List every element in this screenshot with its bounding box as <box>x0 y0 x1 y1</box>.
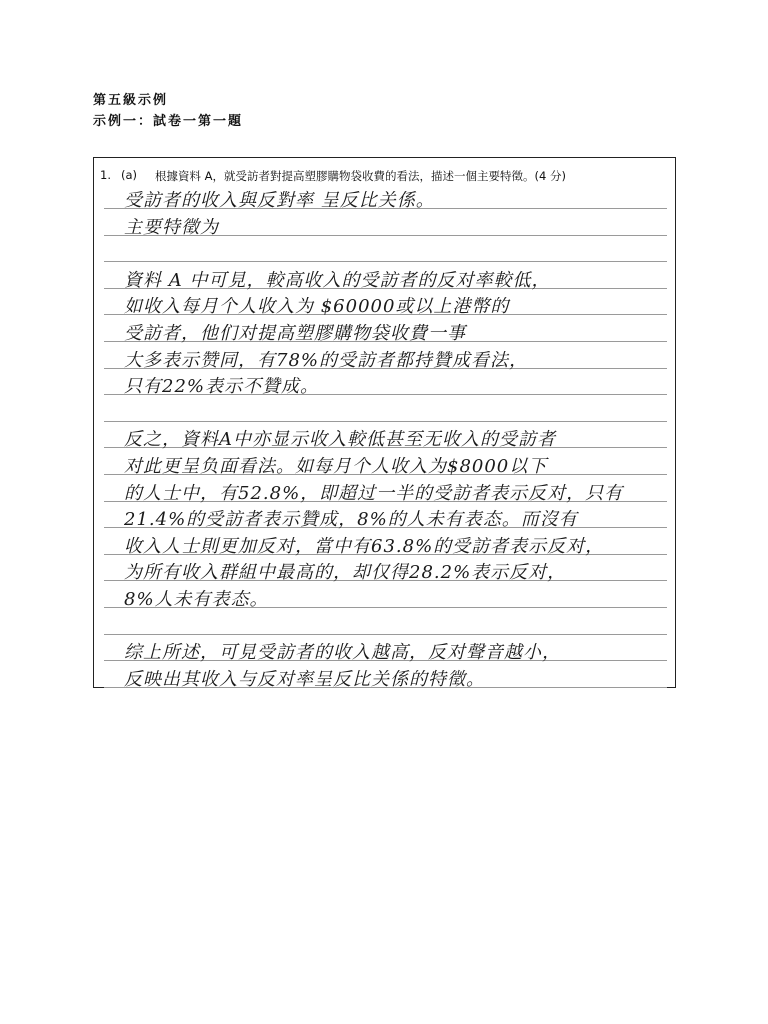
sample-title: 示例一：試卷一第一題 <box>93 114 244 129</box>
question-part: (a) <box>120 168 138 182</box>
answer-line: 收入人士則更加反对，當中有63.8%的受訪者表示反对， <box>124 535 605 557</box>
answer-line: 主要特徵为 <box>124 216 219 238</box>
level-title: 第五級示例 <box>93 93 169 108</box>
answer-line: 对此更呈负面看法。如每月个人收入为$8000以下 <box>124 456 548 477</box>
answer-line: 反之，資料A中亦显示收入較低甚至无收入的受訪者 <box>124 429 556 451</box>
answer-line: 只有22%表示不贊成。 <box>124 376 320 398</box>
answer-line: 資料 A 中可見，較高收入的受訪者的反对率較低， <box>124 269 551 291</box>
answer-sheet <box>93 157 676 688</box>
answer-line: 综上所述，可見受訪者的收入越高，反对聲音越小， <box>124 642 561 664</box>
question-text: 根據資料 A，就受訪者對提高塑膠購物袋收費的看法，描述一個主要特徵。(4 分) <box>155 169 566 183</box>
question-number: 1. <box>100 168 111 182</box>
answer-line: 21.4%的受訪者表示贊成，8%的人未有表态。而沒有 <box>124 509 578 531</box>
answer-line: 8%人未有表态。 <box>124 589 269 610</box>
ruled-line <box>104 421 667 422</box>
ruled-line <box>104 634 667 635</box>
ruled-line <box>104 261 667 262</box>
answer-line: 受訪者，他们对提高塑膠購物袋收費一事 <box>124 323 466 344</box>
question-prompt <box>100 168 566 184</box>
answer-line: 的人士中，有52.8%，即超过一半的受訪者表示反对，只有 <box>124 482 624 504</box>
answer-line: 大多表示赞同，有78%的受訪者都持贊成看法， <box>124 349 529 371</box>
answer-line: 为所有收入群組中最高的，却仅得28.2%表示反对， <box>124 562 567 584</box>
answer-line: 反映出其收入与反对率呈反比关係的特徵。 <box>124 668 485 690</box>
answer-line: 如收入每月个人收入为 $60000或以上港幣的 <box>124 296 510 318</box>
answer-line: 受訪者的收入與反對率 呈反比关係。 <box>124 190 435 211</box>
